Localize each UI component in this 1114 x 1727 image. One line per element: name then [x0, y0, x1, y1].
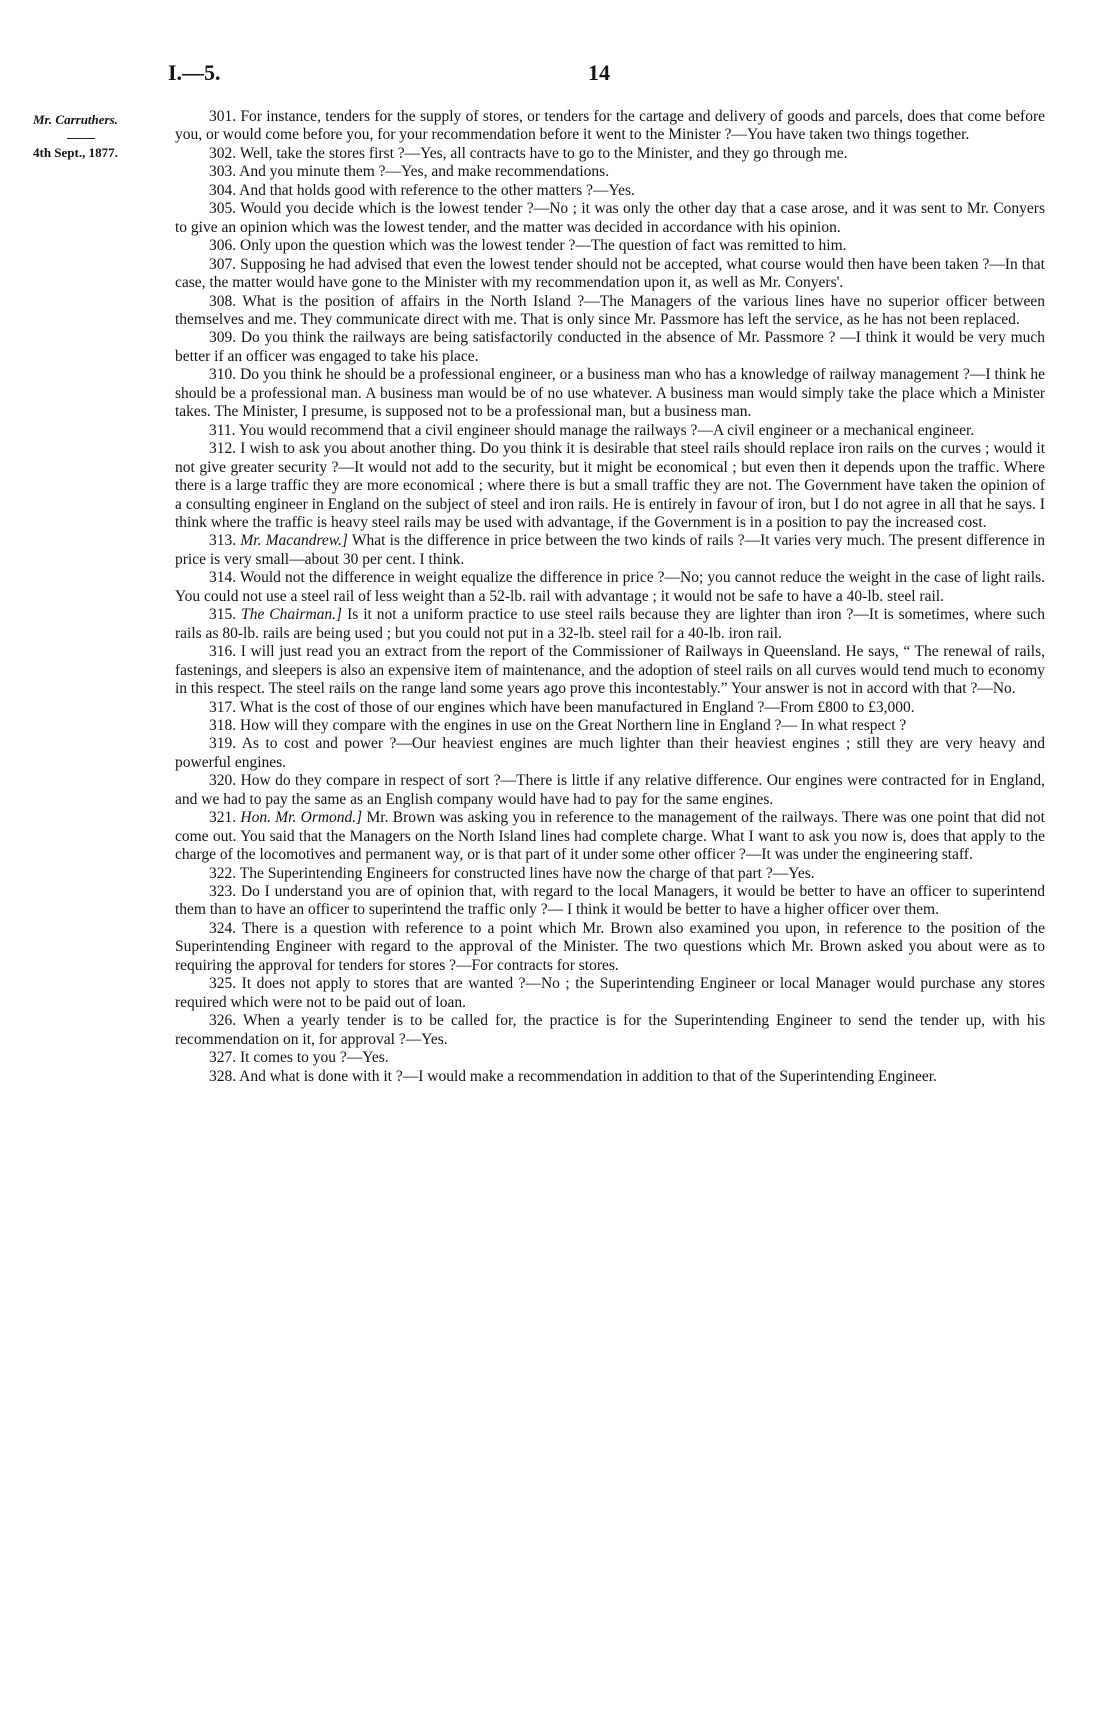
speaker-name: The Chairman.]	[241, 606, 343, 624]
question-text: Would not the difference in weight equalize the difference in price ?—No; you cannot reduce the weight in the case of light rails. You could not use a steel rail of less weight than a 52-lb. rail with advantage ; it would not be safe to have a 40-lb. steel rail.	[175, 569, 1045, 605]
question-number: 305.	[209, 200, 237, 218]
question-number: 308.	[209, 292, 237, 310]
question-text: Do I understand you are of opinion that, with regard to the local Managers, it would be better to have an officer to superintend them than to have an officer to superintend the traffic only ?— I think it would be better to have a higher officer over them.	[175, 883, 1045, 919]
question-text: I will just read you an extract from the report of the Commissioner of Railways in Queensland. He says, “ The renewal of rails, fastenings, and sleepers is also an expensive item of maintenance, and the adoption of steel rails on all curves would tend much to economy in this respect. The steel rails on the range land some years ago prove this incontestably.” Your answer is not in accord with that ?—No.	[175, 643, 1045, 698]
question-number: 301.	[209, 108, 237, 125]
question-text: How do they compare in respect of sort ?—There is little if any relative difference. Our engines were contracted for in England, and we had to pay the same as an English company would have had to pay for the same engines.	[175, 772, 1046, 808]
question-text: Would you decide which is the lowest tender ?—No ; it was only the other day that a case arose, and it was sent to Mr. Conyers to give an opinion which was the lowest tender, and the matter was decided in accordance with his opinion.	[175, 200, 1045, 236]
question-text: As to cost and power ?—Our heaviest engines are much lighter than their heaviest engines ; still they are very heavy and powerful engines.	[175, 735, 1045, 771]
question-text: And what is done with it ?—I would make a recommendation in addition to that of the Superintending Engineer.	[239, 1067, 937, 1085]
question-number: 303.	[209, 163, 237, 181]
question-text: Only upon the question which was the lowest tender ?—The question of fact was remitted to him.	[240, 237, 847, 255]
question-paragraph	[175, 865, 1045, 883]
question-number: 327.	[209, 1049, 237, 1067]
question-number: 314.	[209, 569, 237, 587]
question-number: 302.	[209, 144, 237, 162]
question-text: How will they compare with the engines in use on the Great Northern line in England ?— In what respect ?	[240, 716, 907, 734]
question-paragraph	[175, 809, 1045, 864]
question-number: 315.	[209, 606, 237, 624]
question-number: 323.	[209, 883, 237, 901]
question-paragraph	[175, 717, 1045, 735]
question-paragraph	[175, 772, 1045, 809]
question-number: 320.	[209, 772, 237, 790]
question-paragraph	[175, 643, 1045, 698]
question-number: 313.	[209, 532, 237, 550]
question-paragraph	[175, 1068, 1045, 1086]
question-paragraph	[175, 422, 1045, 440]
margin-note	[33, 112, 168, 161]
question-number: 306.	[209, 237, 237, 255]
question-text: What is the position of affairs in the North Island ?—The Managers of the various lines have no superior officer between themselves and me. They communicate direct with me. That is only since Mr. Passmore has left the service, as he has not been replaced.	[175, 292, 1045, 328]
question-text: When a yearly tender is to be called for, the practice is for the Superintending Engineer to send the tender up, with his recommendation on it, for approval ?—Yes.	[175, 1012, 1045, 1048]
question-text: Well, take the stores first ?—Yes, all contracts have to go to the Minister, and they go through me.	[239, 144, 848, 162]
question-paragraph	[175, 606, 1045, 643]
question-paragraph	[175, 145, 1045, 163]
question-paragraph	[175, 920, 1045, 975]
question-number: 324.	[209, 919, 237, 937]
question-number: 317.	[209, 698, 237, 716]
page-reference: I.—5.	[168, 60, 221, 85]
question-paragraph	[175, 883, 1045, 920]
question-text: You would recommend that a civil engineer should manage the railways ?—A civil engineer or a mechanical engineer.	[238, 421, 975, 439]
page-number: 14	[588, 60, 610, 85]
question-text: Do you think the railways are being satisfactorily conducted in the absence of Mr. Passmore ? —I think it would be very much better if an officer was engaged to take his place.	[175, 329, 1046, 365]
question-paragraph	[175, 532, 1045, 569]
question-number: 311.	[209, 421, 236, 439]
question-text: Mr. Brown was asking you in reference to the management of the railways. There was one point that did not come out. You said that the Managers on the North Island lines had complete charge. What I want to ask you now is, does that apply to the charge of the locomotives and permanent way, or is that part of it under some other officer ?—It was under the engineering staff.	[175, 809, 1045, 864]
question-paragraph	[175, 735, 1045, 772]
question-text: It comes to you ?—Yes.	[240, 1049, 389, 1067]
question-number: 326.	[209, 1012, 237, 1030]
margin-divider	[67, 138, 95, 139]
question-text: There is a question with reference to a point which Mr. Brown also examined you upon, in reference to the position of the Superintending Engineer with regard to the approval of the Minister. The two questions which Mr. Brown asked you about were as to requiring the approval for tenders for stores ?—For contracts for stores.	[175, 919, 1045, 974]
question-text: And that holds good with reference to the other matters ?—Yes.	[239, 181, 635, 199]
evidence-date: 4th Sept., 1877.	[33, 145, 118, 160]
question-number: 325.	[209, 975, 237, 993]
question-text: For instance, tenders for the supply of stores, or tenders for the cartage and delivery of goods and parcels, does that come before you, or would come before you, for your recommendation before it went to the Minister ?—You have taken two things together.	[175, 108, 1045, 144]
question-text: It does not apply to stores that are wanted ?—No ; the Superintending Engineer or local Manager would purchase any stores required which were not to be paid out of loan.	[175, 975, 1046, 1011]
question-number: 321.	[209, 809, 237, 827]
question-number: 307.	[209, 255, 237, 273]
speaker-name: Mr. Macandrew.]	[240, 532, 348, 550]
question-number: 312.	[209, 440, 237, 458]
witness-name: Mr. Carruthers.	[33, 112, 118, 127]
question-paragraph	[175, 293, 1045, 330]
question-paragraph	[175, 237, 1045, 255]
question-paragraph	[175, 440, 1045, 532]
question-paragraph	[175, 1049, 1045, 1067]
question-number: 316.	[209, 643, 237, 661]
question-text: The Superintending Engineers for constructed lines have now the charge of that part ?—Yes.	[239, 864, 815, 882]
question-paragraph	[175, 163, 1045, 181]
question-paragraph	[175, 256, 1045, 293]
speaker-name: Hon. Mr. Ormond.]	[240, 809, 363, 827]
question-text: I wish to ask you about another thing. Do you think it is desirable that steel rails should replace iron rails on the curves ; would it not give greater security ?—It would not add to the security, but it might be economical ; but even then it depends upon the traffic. Where there is a large traffic they are more economical ; where there is but a small traffic they are not. The Government have taken the opinion of a consulting engineer in England on the subject of steel and iron rails. He is entirely in favour of iron, but I do not agree in all that he says. I think where the traffic is heavy steel rails may be used with advantage, if the Government is in a position to pay the increased cost.	[175, 440, 1046, 531]
question-paragraph	[175, 108, 1045, 145]
question-number: 304.	[209, 181, 237, 199]
evidence-body	[175, 108, 1045, 1086]
question-paragraph	[175, 569, 1045, 606]
question-text: Do you think he should be a professional engineer, or a business man who has a knowledge of railway management ?—I think he should be a professional man. A business man would be of no use whatever. A business man would simply take the place which a Minister takes. The Minister, I presume, is supposed not to be a professional man, but a business man.	[175, 366, 1045, 421]
question-number: 309.	[209, 329, 237, 347]
page-header	[0, 50, 1114, 90]
question-paragraph	[175, 1012, 1045, 1049]
question-text: Is it not a uniform practice to use steel rails because they are lighter than iron ?—It is sometimes, where such rails as 80-lb. rails are being used ; but you could not put in a 32-lb. steel rail for a 40-lb. iron rail.	[175, 606, 1046, 642]
question-number: 318.	[209, 716, 237, 734]
question-paragraph	[175, 200, 1045, 237]
question-paragraph	[175, 366, 1045, 421]
question-number: 328.	[209, 1067, 237, 1085]
question-number: 322.	[209, 864, 237, 882]
question-text: What is the cost of those of our engines which have been manufactured in England ?—From £800 to £3,000.	[239, 698, 915, 716]
question-paragraph	[175, 329, 1045, 366]
question-text: Supposing he had advised that even the lowest tender should not be accepted, what course would then have been taken ?—In that case, the matter would have gone to the Minister with my recommendation upon it, as well as Mr. Conyers'.	[175, 255, 1045, 292]
question-number: 319.	[209, 735, 237, 753]
question-paragraph	[175, 182, 1045, 200]
question-paragraph	[175, 699, 1045, 717]
question-paragraph	[175, 975, 1045, 1012]
question-text: And you minute them ?—Yes, and make recommendations.	[239, 163, 610, 181]
question-number: 310.	[209, 366, 237, 384]
question-text: What is the difference in price between the two kinds of rails ?—It varies very much. The present difference in price is very small—about 30 per cent. I think.	[175, 532, 1045, 568]
